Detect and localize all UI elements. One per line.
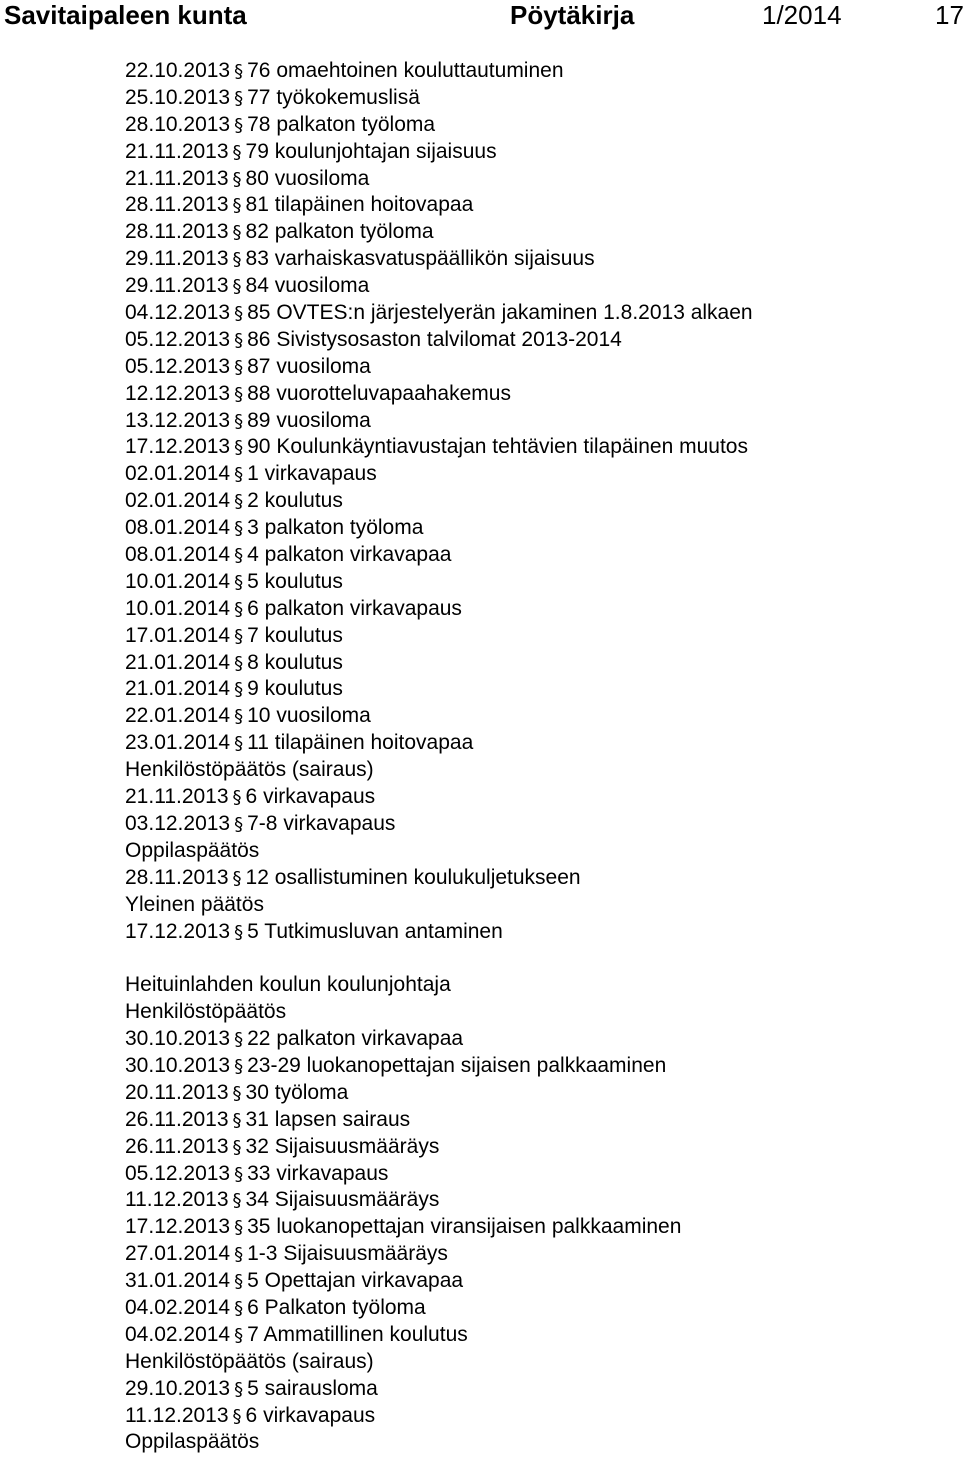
decision-date: 17.12.2013 xyxy=(125,435,231,459)
decision-entry xyxy=(125,784,955,811)
decision-date: 28.10.2013 xyxy=(125,112,231,136)
decision-entry xyxy=(125,112,955,139)
decision-number: 5 xyxy=(247,569,259,593)
decision-number: 23-29 xyxy=(247,1053,301,1077)
decision-entry xyxy=(125,1268,955,1295)
decision-entry xyxy=(125,1053,955,1080)
decision-title: Opettajan virkavapaa xyxy=(264,1269,464,1293)
decision-number: 4 xyxy=(247,543,259,567)
decision-entry xyxy=(125,1134,955,1161)
decision-entry xyxy=(125,273,955,300)
decision-entry xyxy=(125,919,955,946)
decision-title: Koulunkäyntiavustajan tehtävien tilapäinen muutos xyxy=(276,435,748,459)
decision-number: 5 xyxy=(247,1269,259,1293)
decision-entry xyxy=(125,408,955,435)
section-heading: Henkilöstöpäätös xyxy=(125,1000,287,1024)
decision-number: 5 xyxy=(247,1376,259,1400)
decision-number: 81 xyxy=(245,193,269,217)
section-sign: § xyxy=(232,1109,242,1131)
issue-number: 1/2014 xyxy=(762,0,842,30)
section-sign: § xyxy=(234,1055,244,1077)
section-sign: § xyxy=(234,410,244,432)
section-sign: § xyxy=(234,1244,244,1266)
decision-date: 31.01.2014 xyxy=(125,1269,231,1293)
decision-title: Sivistysosaston talvilomat 2013-2014 xyxy=(276,327,622,351)
decision-entry xyxy=(125,650,955,677)
section-sign: § xyxy=(232,1136,242,1158)
decision-date: 11.12.2013 xyxy=(125,1403,229,1427)
decision-number: 83 xyxy=(245,247,269,271)
section-heading: Heituinlahden koulun koulunjohtaja xyxy=(125,973,451,997)
decision-title: virkavapaus xyxy=(283,811,396,835)
section-sign: § xyxy=(234,1271,244,1293)
decision-title: työloma xyxy=(274,1080,349,1104)
decision-date: 26.11.2013 xyxy=(125,1134,229,1158)
decision-title: Sijaisuusmääräys xyxy=(274,1188,440,1212)
decision-date: 08.01.2014 xyxy=(125,516,231,540)
section-heading: Oppilaspäätös xyxy=(125,1430,260,1454)
decision-title: vuosiloma xyxy=(274,274,370,298)
decision-number: 5 xyxy=(247,919,259,943)
decision-date: 28.11.2013 xyxy=(125,193,229,217)
decision-title: palkaton virkavapaus xyxy=(264,596,462,620)
decision-entry xyxy=(125,703,955,730)
decision-date: 30.10.2013 xyxy=(125,1053,231,1077)
section-sign: § xyxy=(234,114,244,136)
decision-entry xyxy=(125,327,955,354)
decision-entry xyxy=(125,85,955,112)
section-sign: § xyxy=(234,1217,244,1239)
decision-entry xyxy=(125,1241,955,1268)
decision-number: 10 xyxy=(247,704,271,728)
decision-number: 34 xyxy=(245,1188,269,1212)
decision-title: palkaton virkavapaa xyxy=(264,543,452,567)
decision-number: 31 xyxy=(245,1107,269,1131)
decision-number: 85 xyxy=(247,301,271,325)
decision-entry xyxy=(125,542,955,569)
decision-date: 25.10.2013 xyxy=(125,85,231,109)
decision-date: 21.11.2013 xyxy=(125,166,229,190)
decision-title: Sijaisuusmääräys xyxy=(283,1242,448,1266)
decision-title: lapsen sairaus xyxy=(274,1107,411,1131)
decision-number: 6 xyxy=(247,1295,259,1319)
decision-date: 27.01.2014 xyxy=(125,1242,231,1266)
decision-date: 10.01.2014 xyxy=(125,569,231,593)
section-sign: § xyxy=(232,141,242,163)
decision-title: vuorotteluvapaahakemus xyxy=(276,381,511,405)
decision-number: 7 xyxy=(247,623,259,647)
decision-title: virkavapaus xyxy=(276,1161,389,1185)
decision-date: 12.12.2013 xyxy=(125,381,231,405)
page-number: 17 xyxy=(935,0,964,30)
decision-title: Palkaton työloma xyxy=(264,1295,426,1319)
decision-title: luokanopettajan viransijaisen palkkaaminen xyxy=(276,1215,682,1239)
section-sign: § xyxy=(234,329,244,351)
decision-date: 22.01.2014 xyxy=(125,704,231,728)
decision-entry xyxy=(125,1214,955,1241)
section-heading: Henkilöstöpäätös (sairaus) xyxy=(125,1349,374,1373)
decision-entry xyxy=(125,1187,955,1214)
decision-date: 02.01.2014 xyxy=(125,489,231,513)
section-sign: § xyxy=(234,518,244,540)
decision-entry xyxy=(125,434,955,461)
section-sign: § xyxy=(234,625,244,647)
section-sign: § xyxy=(234,87,244,109)
section-sign: § xyxy=(234,571,244,593)
decision-number: 90 xyxy=(247,435,271,459)
section-sign: § xyxy=(234,356,244,378)
section-sign: § xyxy=(232,249,242,271)
section-sign: § xyxy=(234,437,244,459)
decision-title: palkaton työloma xyxy=(274,220,434,244)
decision-list xyxy=(125,58,955,1456)
decision-date: 08.01.2014 xyxy=(125,543,231,567)
decision-number: 33 xyxy=(247,1161,271,1185)
decision-date: 17.01.2014 xyxy=(125,623,231,647)
decision-title: varhaiskasvatuspäällikön sijaisuus xyxy=(274,247,595,271)
decision-entry xyxy=(125,596,955,623)
decision-date: 28.11.2013 xyxy=(125,220,229,244)
decision-date: 17.12.2013 xyxy=(125,919,231,943)
decision-entry xyxy=(125,1107,955,1134)
section-sign: § xyxy=(234,491,244,513)
decision-number: 35 xyxy=(247,1215,271,1239)
decision-entry xyxy=(125,381,955,408)
decision-number: 6 xyxy=(245,785,258,809)
section-sign: § xyxy=(234,733,244,755)
decision-title: Ammatillinen koulutus xyxy=(263,1322,468,1346)
decision-title: tilapäinen hoitovapaa xyxy=(274,731,474,755)
decision-title: koulutus xyxy=(264,677,343,701)
decision-number: 80 xyxy=(245,166,269,190)
section-sign: § xyxy=(234,1378,244,1400)
decision-number: 32 xyxy=(245,1134,269,1158)
decision-entry xyxy=(125,1403,955,1430)
decision-number: 77 xyxy=(247,85,271,109)
section-sign: § xyxy=(234,61,244,82)
decision-date: 02.01.2014 xyxy=(125,462,231,486)
decision-date: 21.11.2013 xyxy=(125,139,229,163)
decision-number: 3 xyxy=(247,516,259,540)
decision-number: 87 xyxy=(247,354,271,378)
decision-number: 11 xyxy=(247,731,269,755)
decision-date: 30.10.2013 xyxy=(125,1027,231,1051)
decision-entry xyxy=(125,730,955,757)
decision-title: vuosiloma xyxy=(276,704,371,728)
decision-title: virkavapaus xyxy=(263,1403,376,1427)
decision-number: 88 xyxy=(247,381,271,405)
section-sign: § xyxy=(234,1324,244,1346)
section-sign: § xyxy=(234,679,244,701)
decision-entry xyxy=(125,300,955,327)
decision-title: virkavapaus xyxy=(264,462,377,486)
decision-entry xyxy=(125,192,955,219)
decision-title: koulutus xyxy=(264,650,343,674)
decision-date: 13.12.2013 xyxy=(125,408,231,432)
section-sign: § xyxy=(232,276,242,298)
decision-date: 04.02.2014 xyxy=(125,1295,231,1319)
section-sign: § xyxy=(232,1190,242,1212)
decision-date: 28.11.2013 xyxy=(125,865,229,889)
section-heading: Oppilaspäätös xyxy=(125,838,260,862)
decision-number: 12 xyxy=(245,865,269,889)
decision-entry xyxy=(125,515,955,542)
decision-entry xyxy=(125,1026,955,1053)
section-sign: § xyxy=(232,195,242,217)
decision-title: vuosiloma xyxy=(276,354,371,378)
decision-title: palkaton työloma xyxy=(276,112,436,136)
decision-number: 89 xyxy=(247,408,271,432)
decision-date: 05.12.2013 xyxy=(125,1161,231,1185)
decision-entry xyxy=(125,1161,955,1188)
section-sign: § xyxy=(234,1297,244,1319)
decision-date: 23.01.2014 xyxy=(125,731,231,755)
section-heading: Henkilöstöpäätös (sairaus) xyxy=(125,758,374,782)
decision-entry xyxy=(125,1376,955,1403)
decision-date: 20.11.2013 xyxy=(125,1080,229,1104)
decision-date: 21.01.2014 xyxy=(125,677,231,701)
decision-number: 84 xyxy=(245,274,269,298)
section-sign: § xyxy=(232,168,242,190)
decision-title: omaehtoinen kouluttautuminen xyxy=(276,59,564,82)
decision-entry xyxy=(125,865,955,892)
decision-entry xyxy=(125,569,955,596)
section-heading: Yleinen päätös xyxy=(125,892,264,916)
decision-entry xyxy=(125,1080,955,1107)
decision-entry xyxy=(125,461,955,488)
decision-title: sairausloma xyxy=(264,1376,378,1400)
decision-date: 22.10.2013 xyxy=(125,59,231,82)
decision-title: vuosiloma xyxy=(274,166,370,190)
section-sign: § xyxy=(234,383,244,405)
decision-number: 1 xyxy=(247,462,259,486)
decision-title: koulunjohtajan sijaisuus xyxy=(274,139,497,163)
decision-title: työkokemuslisä xyxy=(276,85,420,109)
section-sign: § xyxy=(232,787,242,809)
decision-entry xyxy=(125,166,955,193)
decision-date: 26.11.2013 xyxy=(125,1107,229,1131)
decision-title: osallistuminen koulukuljetukseen xyxy=(274,865,581,889)
decision-title: palkaton virkavapaa xyxy=(276,1027,464,1051)
decision-entry xyxy=(125,811,955,838)
decision-date: 05.12.2013 xyxy=(125,354,231,378)
section-sign: § xyxy=(234,1029,244,1051)
decision-number: 76 xyxy=(247,59,271,82)
document-type: Pöytäkirja xyxy=(510,0,635,30)
decision-date: 05.12.2013 xyxy=(125,327,231,351)
decision-number: 7-8 xyxy=(247,811,278,835)
section-sign: § xyxy=(234,1163,244,1185)
section-sign: § xyxy=(232,222,242,244)
decision-number: 82 xyxy=(245,220,269,244)
decision-number: 22 xyxy=(247,1027,271,1051)
decision-date: 03.12.2013 xyxy=(125,811,231,835)
decision-entry xyxy=(125,219,955,246)
decision-entry xyxy=(125,58,955,85)
decision-number: 9 xyxy=(247,677,259,701)
decision-number: 2 xyxy=(247,489,259,513)
decision-title: OVTES:n järjestelyerän jakaminen 1.8.2013 alkaen xyxy=(276,301,753,325)
decision-date: 21.01.2014 xyxy=(125,650,231,674)
decision-entry xyxy=(125,1322,955,1349)
decision-title: Sijaisuusmääräys xyxy=(274,1134,440,1158)
section-sign: § xyxy=(234,545,244,567)
section-sign: § xyxy=(234,303,244,325)
decision-entry xyxy=(125,246,955,273)
decision-title: tilapäinen hoitovapaa xyxy=(274,193,474,217)
decision-entry xyxy=(125,488,955,515)
decision-number: 6 xyxy=(245,1403,258,1427)
decision-entry xyxy=(125,676,955,703)
decision-date: 04.12.2013 xyxy=(125,301,231,325)
decision-number: 79 xyxy=(245,139,269,163)
decision-entry xyxy=(125,139,955,166)
decision-title: Tutkimusluvan antaminen xyxy=(264,919,503,943)
blank-line xyxy=(125,945,955,972)
decision-date: 29.11.2013 xyxy=(125,274,229,298)
section-sign: § xyxy=(234,652,244,674)
decision-title: koulutus xyxy=(264,489,343,513)
organization-name: Savitaipaleen kunta xyxy=(4,0,247,30)
section-sign: § xyxy=(232,867,242,889)
section-sign: § xyxy=(234,464,244,486)
decision-number: 78 xyxy=(247,112,271,136)
section-sign: § xyxy=(234,598,244,620)
page-header xyxy=(0,0,964,30)
section-sign: § xyxy=(232,1405,242,1427)
section-sign: § xyxy=(234,813,244,835)
section-sign: § xyxy=(234,921,244,943)
decision-date: 04.02.2014 xyxy=(125,1322,231,1346)
decision-entry xyxy=(125,1295,955,1322)
decision-number: 86 xyxy=(247,327,271,351)
decision-date: 10.01.2014 xyxy=(125,596,231,620)
section-sign: § xyxy=(232,1082,242,1104)
decision-title: koulutus xyxy=(264,569,343,593)
decision-date: 21.11.2013 xyxy=(125,785,229,809)
decision-title: virkavapaus xyxy=(263,785,376,809)
decision-entry xyxy=(125,354,955,381)
decision-date: 29.11.2013 xyxy=(125,247,229,271)
decision-title: palkaton työloma xyxy=(264,516,424,540)
decision-number: 1-3 xyxy=(247,1242,278,1266)
section-sign: § xyxy=(234,706,244,728)
decision-number: 30 xyxy=(245,1080,269,1104)
decision-title: vuosiloma xyxy=(276,408,371,432)
decision-date: 29.10.2013 xyxy=(125,1376,231,1400)
decision-number: 6 xyxy=(247,596,259,620)
decision-number: 8 xyxy=(247,650,259,674)
decision-date: 17.12.2013 xyxy=(125,1215,231,1239)
decision-date: 11.12.2013 xyxy=(125,1188,229,1212)
decision-title: koulutus xyxy=(264,623,343,647)
decision-title: luokanopettajan sijaisen palkkaaminen xyxy=(306,1053,667,1077)
decision-entry xyxy=(125,623,955,650)
decision-number: 7 xyxy=(247,1322,259,1346)
